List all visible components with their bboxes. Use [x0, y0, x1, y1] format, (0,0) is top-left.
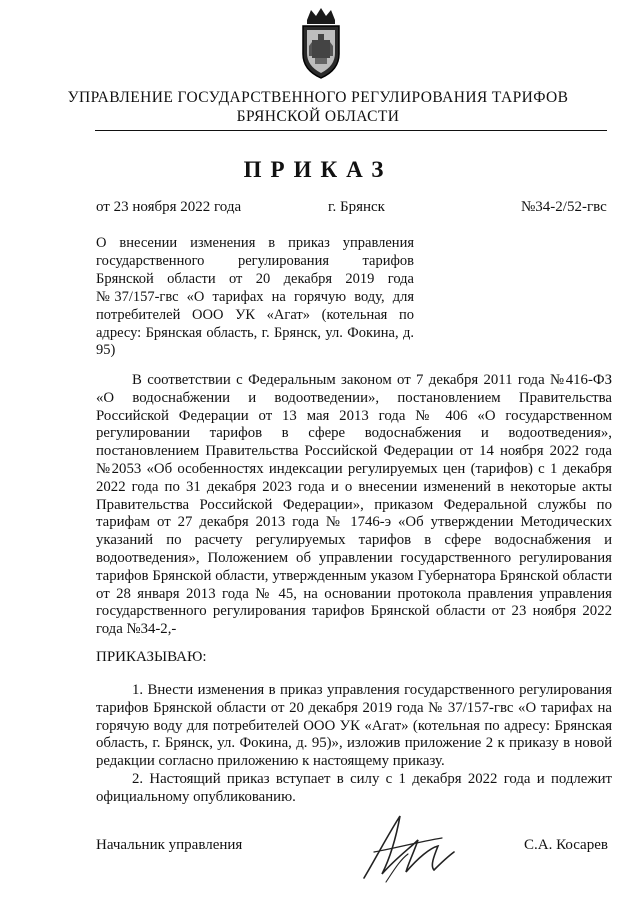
order-heading: ПРИКАЗЫВАЮ: [96, 649, 207, 665]
order-item-1: 1. Внести изменения в приказ управления государственного регулирования тарифов Брянской области от 20 декабря 2019 года № 37/157-гвс «О тарифах на горячую воду для потребителей ООО УК «Агат» (котельная по адресу: Брянская область, г. Брянск, ул. Фокина, д. 95)», изложив приложение 2 к приказу в новой редакции согласно приложению к настоящему приказу. [96, 682, 612, 770]
document-number: №34-2/52-гвс [521, 199, 607, 215]
header-divider [95, 130, 607, 131]
org-name-line2: БРЯНСКОЙ ОБЛАСТИ [236, 108, 400, 125]
handwritten-signature [356, 808, 460, 884]
org-name-line1: УПРАВЛЕНИЕ ГОСУДАРСТВЕННОГО РЕГУЛИРОВАНИЯ ТАРИФОВ [67, 89, 569, 106]
preamble-paragraph: В соответствии с Федеральным законом от 7 декабря 2011 года №416-ФЗ «О водоснабжении и водоотведении», постановлением Правительства Российской Федерации от 13 мая 2013 года № 406 «О государственном регулировании тарифов в сфере водоснабжения и водоотведения», постановлением Правительства Российской Федерации от 14 ноября 2022 года №2053 «Об особенностях индексации регулируемых цен (тарифов) с 1 декабря 2022 года по 31 декабря 2023 года и о внесении изменений в некоторые акты Правительства Российской Федерации», приказом Федеральной службы по тарифам от 27 декабря 2013 года № 1746-э «Об утверждении Методических указаний по расчету регулируемых тарифов в сфере водоснабжения и водоотведения», Положением об управлении государственного регулирования тарифов Брянской области, утвержденным указом Губернатора Брянской области от 28 января 2013 года № 45, на основании протокола правления управления государственного регулирования тарифов Брянской области от 23 ноября 2022 года №34-2,- [96, 372, 612, 638]
order-item-2: 2. Настоящий приказ вступает в силу с 1 декабря 2022 года и подлежит официальному опубликованию. [96, 771, 612, 805]
signer-position: Начальник управления [96, 837, 243, 853]
document-title: ПРИКАЗ [243, 157, 393, 182]
document-date: от 23 ноября 2022 года [96, 199, 242, 215]
document-subject: О внесении изменения в приказ управления государственного регулирования тарифов Брянской области от 20 декабря 2019 года №37/157-гвс «О тарифах на горячую воду, для потребителей ООО УК «Агат» (котельная по адресу: Брянская область, г. Брянск, ул. Фокина, д. 95) [96, 235, 414, 359]
signer-name: С.А. Косарев [524, 837, 608, 853]
document-city: г. Брянск [328, 199, 385, 215]
coat-of-arms-icon [297, 6, 345, 82]
